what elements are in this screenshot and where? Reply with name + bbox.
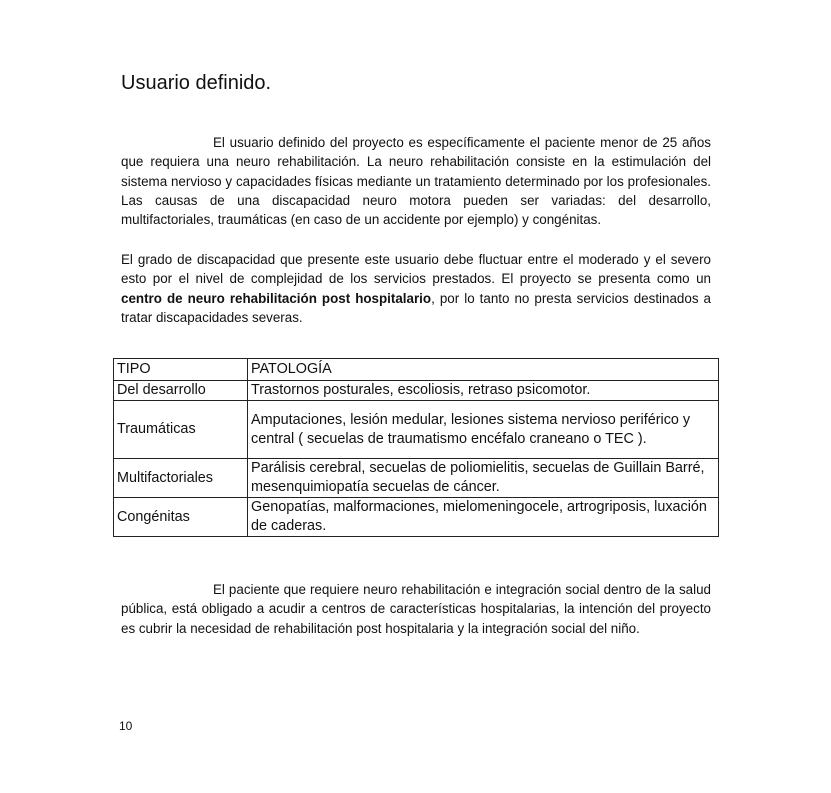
paragraph-bold-text: centro de neuro rehabilitación post hospitalario — [121, 290, 432, 306]
table-cell-type: Congénitas — [114, 498, 248, 537]
paragraph-disability-degree — [121, 250, 711, 327]
table-header-cell: PATOLOGÍA — [248, 359, 719, 381]
paragraph-text-before: El grado de discapacidad que presente este usuario debe fluctuar entre el moderado y el severo esto por el nivel de complejidad de los servicios prestados. El proyecto se presenta como un — [121, 252, 711, 287]
section-title: Usuario definido. — [121, 72, 272, 94]
table-header-row — [114, 359, 719, 381]
table-row — [114, 401, 719, 459]
page-number: 10 — [119, 719, 133, 733]
table-cell-pathology: Genopatías, malformaciones, mielomeningocele, artrogriposis, luxación de caderas. — [248, 498, 719, 537]
paragraph-patient-need: El paciente que requiere neuro rehabilitación e integración social dentro de la salud pública, está obligado a acudir a centros de características hospitalarias, la intención del proyecto es cubrir la necesidad de rehabilitación post hospitalaria y la integración social del niño. — [121, 582, 711, 636]
table-cell-pathology: Amputaciones, lesión medular, lesiones sistema nervioso periférico y central ( secuelas de traumatismo encéfalo craneano o TEC ). — [248, 401, 719, 459]
table-cell-type: Multifactoriales — [114, 459, 248, 498]
table-cell-type: Traumáticas — [114, 401, 248, 459]
table-cell-type: Del desarrollo — [114, 381, 248, 401]
table-row — [114, 459, 719, 498]
table-row — [114, 381, 719, 401]
paragraph-user-definition: El usuario definido del proyecto es específicamente el paciente menor de 25 años que requiera una neuro rehabilitación. La neuro rehabilitación consiste en la estimulación del sistema nervioso y capacidades físicas mediante un tratamiento determinado por los profesionales. Las causas de una discapacidad neuro motora pueden ser variadas: del desarrollo, multifactoriales, traumáticas (en caso de un accidente por ejemplo) y congénitas. — [121, 135, 711, 228]
table-cell-pathology: Trastornos posturales, escoliosis, retraso psicomotor. — [248, 381, 719, 401]
table-header-cell: TIPO — [114, 359, 248, 381]
pathology-table — [113, 358, 719, 537]
table-row — [114, 498, 719, 537]
table-cell-pathology: Parálisis cerebral, secuelas de poliomielitis, secuelas de Guillain Barré, mesenquimiopatía secuelas de cáncer. — [248, 459, 719, 498]
paragraph-text-after: , por lo tanto no presta servicios destinados a tratar discapacidades severas. — [121, 290, 711, 325]
